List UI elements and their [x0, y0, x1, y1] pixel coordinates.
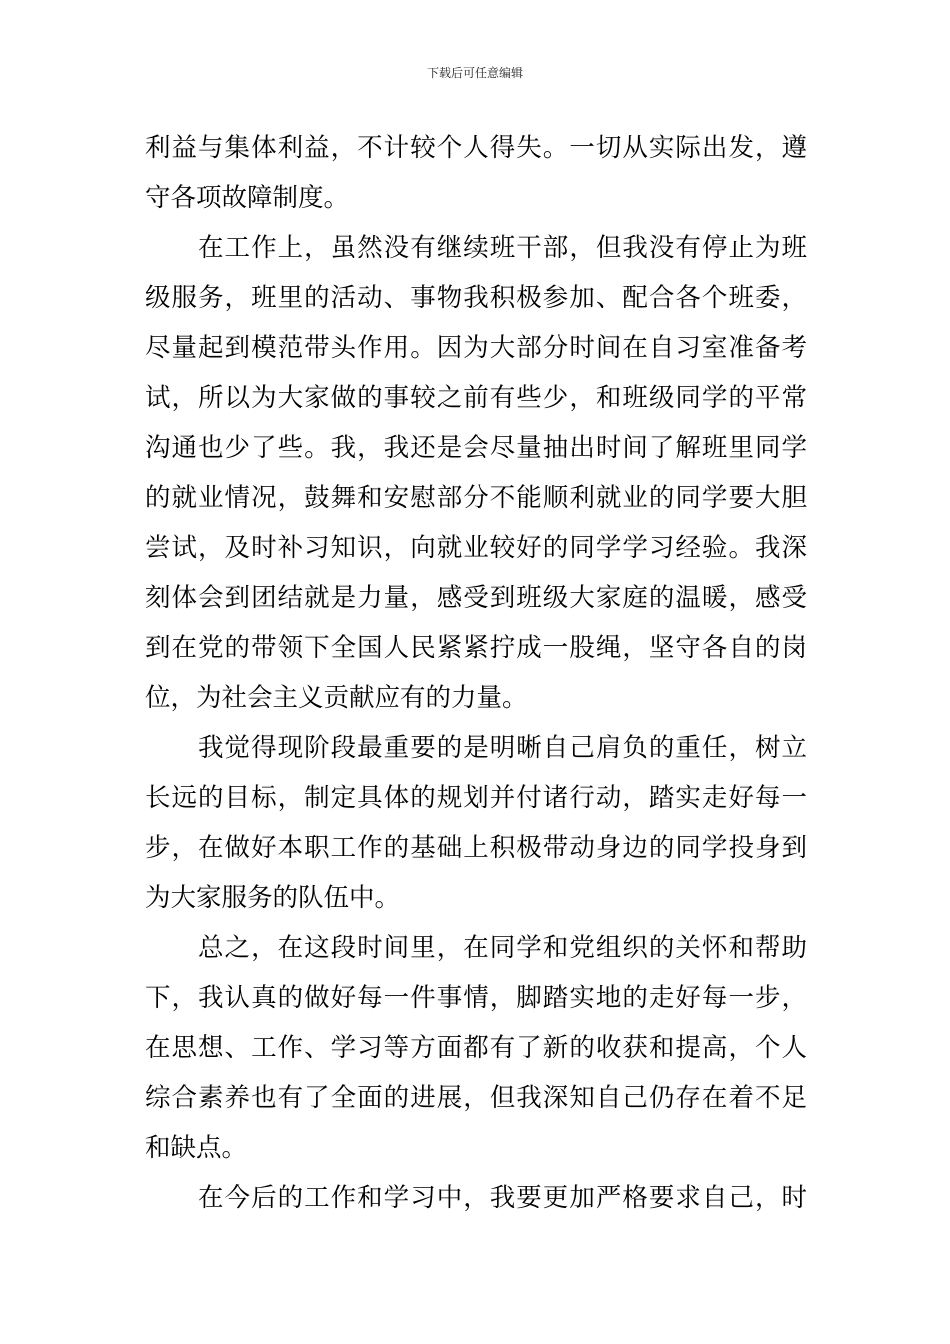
text-line: 和缺点。	[145, 1133, 248, 1163]
text-line: 刻体会到团结就是力量，感受到班级大家庭的温暖，感受	[145, 583, 807, 613]
text-line: 位，为社会主义贡献应有的力量。	[145, 683, 528, 713]
text-line: 的就业情况，鼓舞和安慰部分不能顺利就业的同学要大胆	[145, 483, 807, 513]
text-line: 试，所以为大家做的事较之前有些少，和班级同学的平常	[145, 383, 807, 413]
text-line: 在思想、工作、学习等方面都有了新的收获和提高，个人	[145, 1033, 807, 1063]
text-line: 我觉得现阶段最重要的是明晰自己肩负的重任，树立	[145, 733, 807, 763]
text-line: 总之，在这段时间里，在同学和党组织的关怀和帮助	[145, 933, 807, 963]
text-line: 到在党的带领下全国人民紧紧拧成一股绳，坚守各自的岗	[145, 633, 807, 663]
text-line: 尽量起到模范带头作用。因为大部分时间在自习室准备考	[145, 333, 807, 363]
text-line: 为大家服务的队伍中。	[145, 883, 401, 913]
text-line: 级服务，班里的活动、事物我积极参加、配合各个班委，	[145, 283, 807, 313]
text-line: 在工作上，虽然没有继续班干部，但我没有停止为班	[145, 233, 807, 263]
text-line: 综合素养也有了全面的进展，但我深知自己仍存在着不足	[145, 1083, 807, 1113]
text-line: 长远的目标，制定具体的规划并付诸行动，踏实走好每一	[145, 783, 807, 813]
text-line: 尝试，及时补习知识，向就业较好的同学学习经验。我深	[145, 533, 807, 563]
text-line: 利益与集体利益，不计较个人得失。一切从实际出发，遵	[145, 133, 807, 163]
text-line: 守各项故障制度。	[145, 183, 350, 213]
text-line: 下，我认真的做好每一件事情，脚踏实地的走好每一步，	[145, 983, 807, 1013]
text-line: 在今后的工作和学习中，我要更加严格要求自己，时	[145, 1183, 807, 1213]
text-line: 步，在做好本职工作的基础上积极带动身边的同学投身到	[145, 833, 807, 863]
page-header: 下载后可任意编辑	[426, 66, 523, 80]
text-line: 沟通也少了些。我，我还是会尽量抽出时间了解班里同学	[145, 433, 807, 463]
